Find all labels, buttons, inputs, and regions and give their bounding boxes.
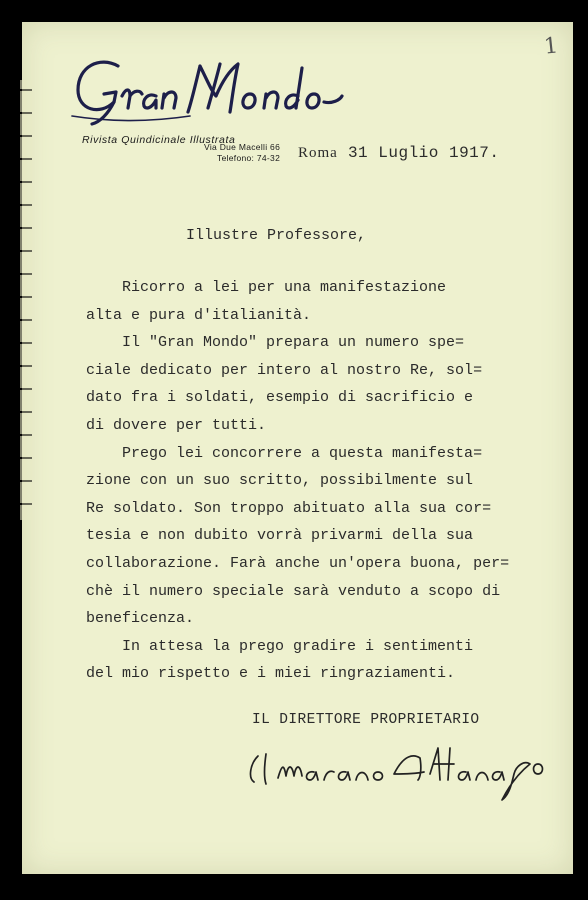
page-number: 1 (542, 33, 560, 60)
body-line: zione con un suo scritto, possibilmente sul (86, 472, 474, 490)
signoff: IL DIRETTORE PROPRIETARIO (252, 712, 480, 728)
place-date (298, 144, 499, 162)
body-line: In attesa la prego gradire i sentimenti (86, 637, 474, 655)
body-line: del mio rispetto e i miei ringraziamenti. (86, 665, 456, 683)
body-line: Re soldato. Son troppo abituato alla sua cor= (86, 499, 492, 517)
handwritten-signature (244, 734, 554, 804)
letterhead-address (204, 142, 280, 164)
salutation: Illustre Professore, (186, 227, 367, 244)
place: Roma (298, 145, 338, 161)
date: 31 Luglio 1917. (347, 144, 500, 162)
body-line: alta e pura d'italianità. (86, 306, 312, 324)
gran-mondo-logo (70, 52, 370, 130)
body-line: di dovere per tutti. (86, 416, 267, 434)
body-line: dato fra i soldati, esempio di sacrificio e (86, 389, 474, 407)
body-line: ciale dedicato per intero al nostro Re, sol= (86, 361, 483, 379)
torn-edge (20, 80, 32, 520)
address-line: Via Due Macelli 66 (204, 142, 281, 152)
letter-body (86, 274, 556, 688)
letterhead-subtitle: Rivista Quindicinale Illustrata (82, 134, 236, 146)
body-line: tesia e non dubito vorrà privarmi della sua (86, 527, 474, 545)
body-line: Prego lei concorrere a questa manifesta= (86, 444, 483, 462)
body-line: Ricorro a lei per una manifestazione (86, 279, 447, 296)
body-line: beneficenza. (86, 610, 195, 628)
body-line: collaborazione. Farà anche un'opera buona, per= (86, 554, 510, 572)
body-line: chè il numero speciale sarà venduto a scopo di (86, 582, 501, 600)
body-line: Il "Gran Mondo" prepara un numero spe= (86, 334, 465, 352)
phone-line: Telefono: 74-32 (217, 153, 281, 163)
